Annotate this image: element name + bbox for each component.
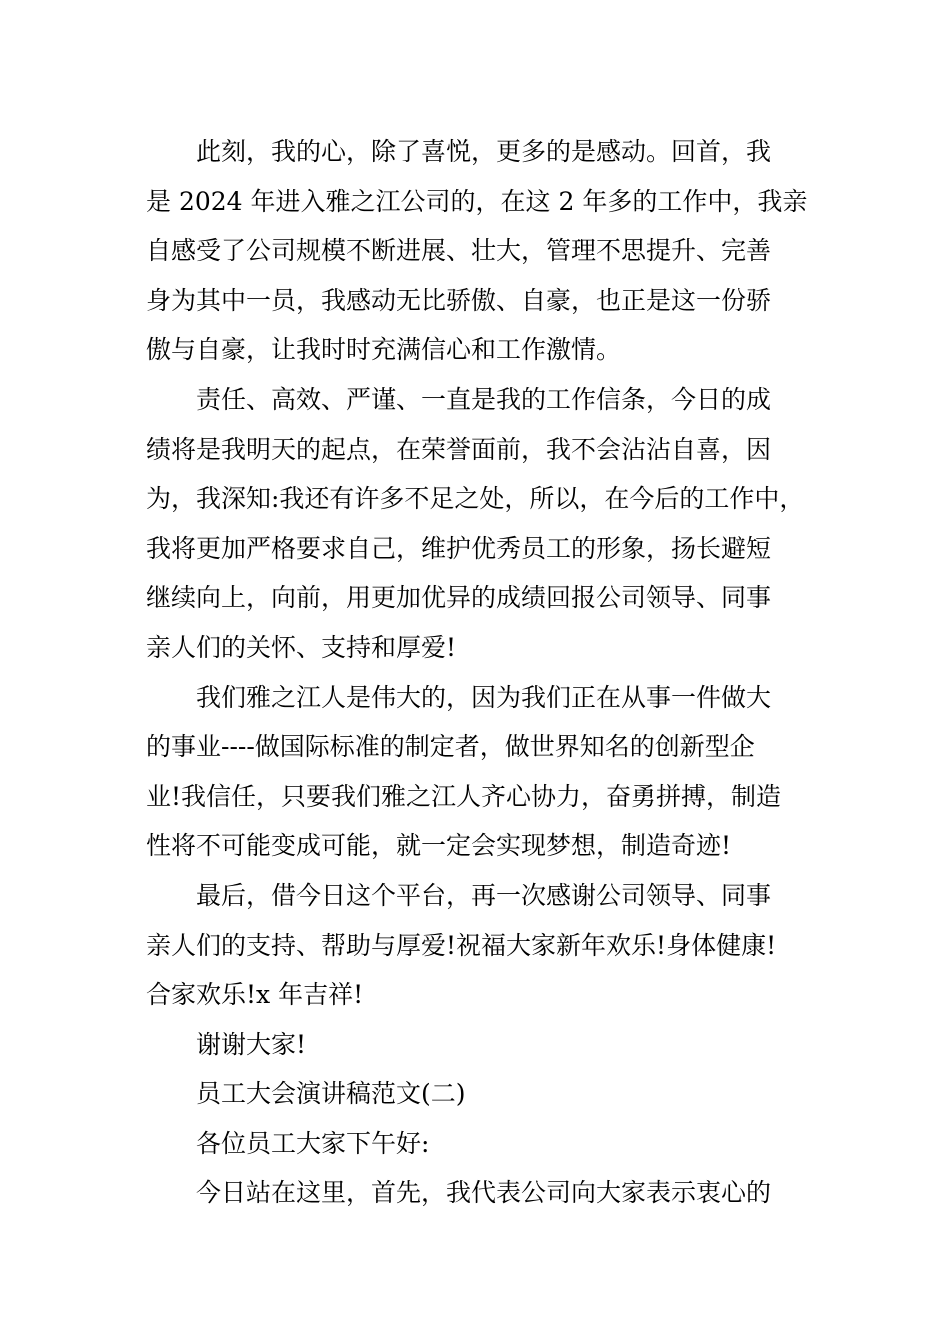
paragraph-line: 身为其中一员，我感动无比骄傲、自豪，也正是这一份骄 [146, 285, 772, 315]
paragraph-line: 我将更加严格要求自己，维护优秀员工的形象，扬长避短 [146, 533, 772, 563]
paragraph-line: 傲与自豪，让我时时充满信心和工作激情。 [146, 335, 622, 365]
paragraph-line: 继续向上，向前，用更加优异的成绩回报公司领导、同事 [146, 583, 772, 613]
paragraph-line: 自感受了公司规模不断进展、壮大，管理不思提升、完善 [146, 236, 772, 266]
paragraph-line: 谢谢大家! [196, 1029, 307, 1059]
paragraph-line: 的事业----做国际标准的制定者，做世界知名的创新型企 [146, 732, 755, 762]
section-heading: 员工大会演讲稿范文(二) [196, 1079, 466, 1109]
paragraph-line: 合家欢乐!x 年吉祥! [146, 980, 364, 1010]
paragraph-line: 今日站在这里，首先，我代表公司向大家表示衷心的 [196, 1178, 772, 1208]
paragraph-line: 此刻，我的心，除了喜悦，更多的是感动。回首，我 [196, 137, 772, 166]
paragraph-line: 亲人们的支持、帮助与厚爱!祝福大家新年欢乐!身体健康! [146, 930, 777, 960]
salutation-line: 各位员工大家下午好: [196, 1128, 430, 1158]
paragraph-line: 性将不可能变成可能，就一定会实现梦想，制造奇迹! [146, 831, 732, 861]
paragraph-line: 为，我深知:我还有许多不足之处，所以，在今后的工作中， [146, 484, 805, 514]
paragraph-line: 最后，借今日这个平台，再一次感谢公司领导、同事 [196, 880, 772, 910]
paragraph-line: 我们雅之江人是伟大的，因为我们正在从事一件做大 [196, 682, 772, 712]
paragraph-line: 亲人们的关怀、支持和厚爱! [146, 632, 457, 662]
document-body [146, 127, 816, 1218]
paragraph-line: 是 2024 年进入雅之江公司的，在这 2 年多的工作中，我亲 [146, 186, 808, 216]
paragraph-line: 业!我信任，只要我们雅之江人齐心协力，奋勇拼搏，制造 [146, 781, 782, 811]
paragraph-line: 绩将是我明天的起点，在荣誉面前，我不会沾沾自喜，因 [146, 434, 772, 464]
paragraph-line: 责任、高效、严谨、一直是我的工作信条，今日的成 [196, 384, 772, 414]
